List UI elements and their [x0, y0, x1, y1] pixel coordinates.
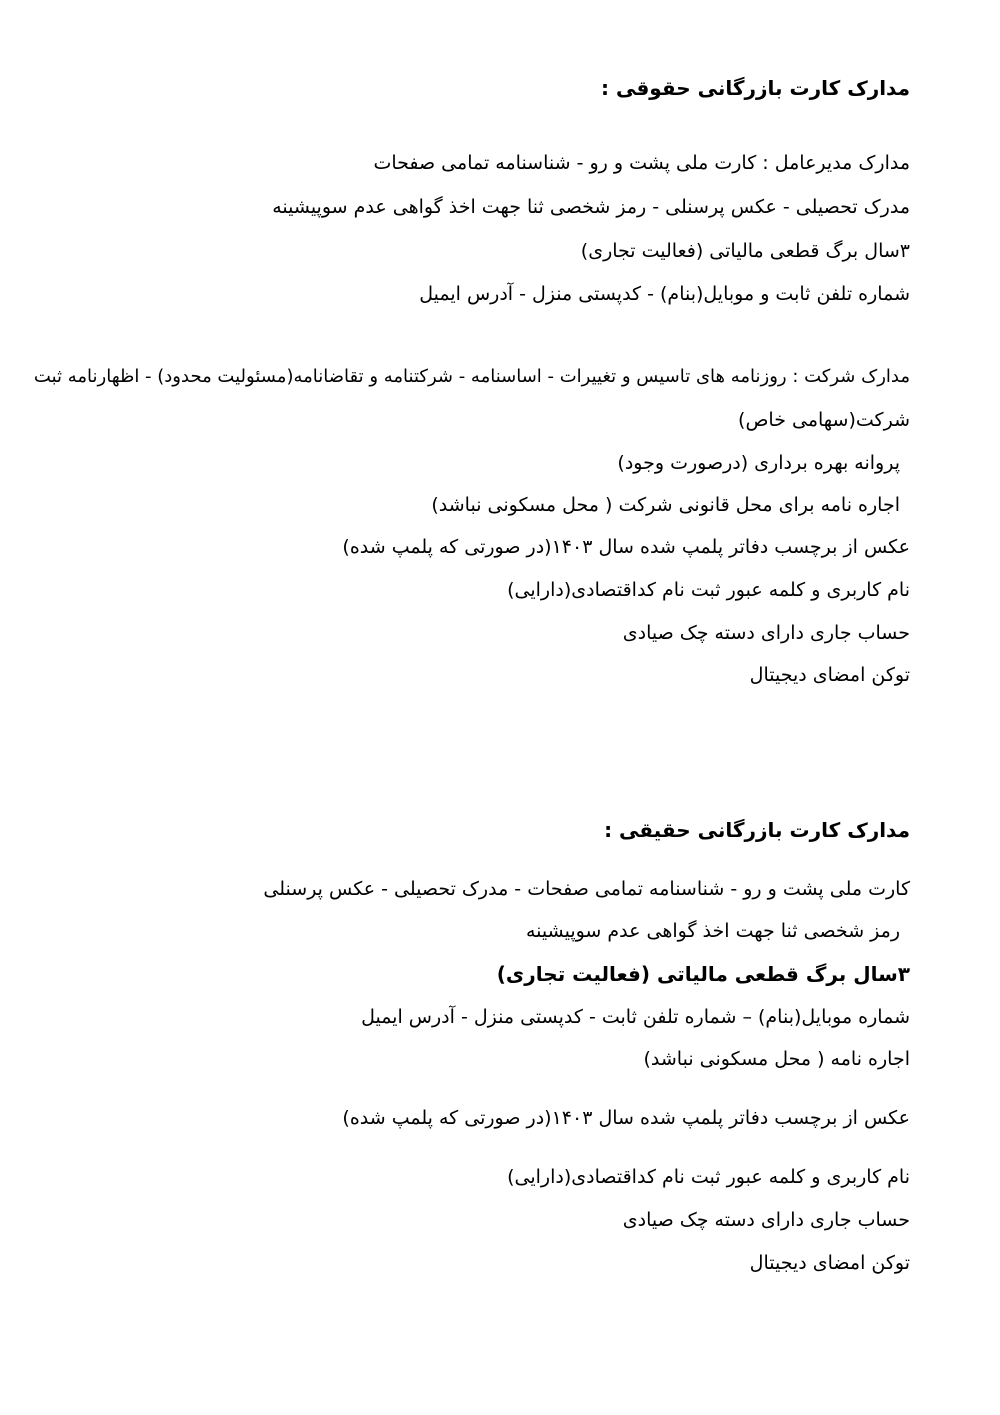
natural-contact-docs: شماره موبایل(بنام) – شماره تلفن ثابت - کدپستی منزل - آدرس ایمیل — [361, 1006, 910, 1028]
natural-lease: اجاره نامه ( محل مسکونی نباشد) — [643, 1048, 910, 1070]
legal-company-docs-line1: مدارک شرکت : روزنامه های تاسیس و تغییرات - اساسنامه - شرکتنامه و تقاضانامه(مسئولیت محدود) - اظهارنامه ثبت — [33, 366, 910, 387]
natural-section-heading: مدارک کارت بازرگانی حقیقی : — [604, 818, 910, 842]
legal-section-heading: مدارک کارت بازرگانی حقوقی : — [601, 76, 910, 100]
legal-bank-account: حساب جاری دارای دسته چک صیادی — [622, 622, 910, 644]
natural-sana-password: رمز شخصی ثنا جهت اخذ گواهی عدم سوپیشینه — [525, 920, 900, 942]
natural-ledger-photo: عکس از برچسب دفاتر پلمپ شده سال ۱۴۰۳(در صورتی که پلمپ شده) — [342, 1107, 910, 1129]
legal-education-docs: مدرک تحصیلی - عکس پرسنلی - رمز شخصی ثنا جهت اخذ گواهی عدم سوپیشینه — [272, 196, 910, 218]
natural-id-docs: کارت ملی پشت و رو - شناسنامه تمامی صفحات - مدرک تحصیلی - عکس پرسنلی — [263, 878, 910, 900]
legal-digital-token: توکن امضای دیجیتال — [749, 664, 910, 686]
natural-tax-docs: ۳سال برگ قطعی مالیاتی (فعالیت تجاری) — [496, 962, 910, 986]
legal-tax-docs: ۳سال برگ قطعی مالیاتی (فعالیت تجاری) — [580, 240, 910, 262]
natural-credentials: نام کاربری و کلمه عبور ثبت نام کداقتصادی(دارایی) — [507, 1166, 910, 1188]
natural-bank-account: حساب جاری دارای دسته چک صیادی — [622, 1209, 910, 1231]
legal-contact-docs: شماره تلفن ثابت و موبایل(بنام) - کدپستی منزل - آدرس ایمیل — [419, 283, 910, 305]
legal-company-docs-line2: شرکت(سهامی خاص) — [738, 409, 910, 431]
legal-ledger-photo: عکس از برچسب دفاتر پلمپ شده سال ۱۴۰۳(در صورتی که پلمپ شده) — [342, 536, 910, 558]
legal-manager-docs: مدارک مدیرعامل : کارت ملی پشت و رو - شناسنامه تمامی صفحات — [373, 152, 910, 174]
legal-credentials: نام کاربری و کلمه عبور ثبت نام کداقتصادی(دارایی) — [507, 579, 910, 601]
natural-digital-token: توکن امضای دیجیتال — [749, 1252, 910, 1274]
legal-license: پروانه بهره برداری (درصورت وجود) — [617, 452, 900, 474]
legal-lease: اجاره نامه برای محل قانونی شرکت ( محل مسکونی نباشد) — [431, 494, 900, 516]
